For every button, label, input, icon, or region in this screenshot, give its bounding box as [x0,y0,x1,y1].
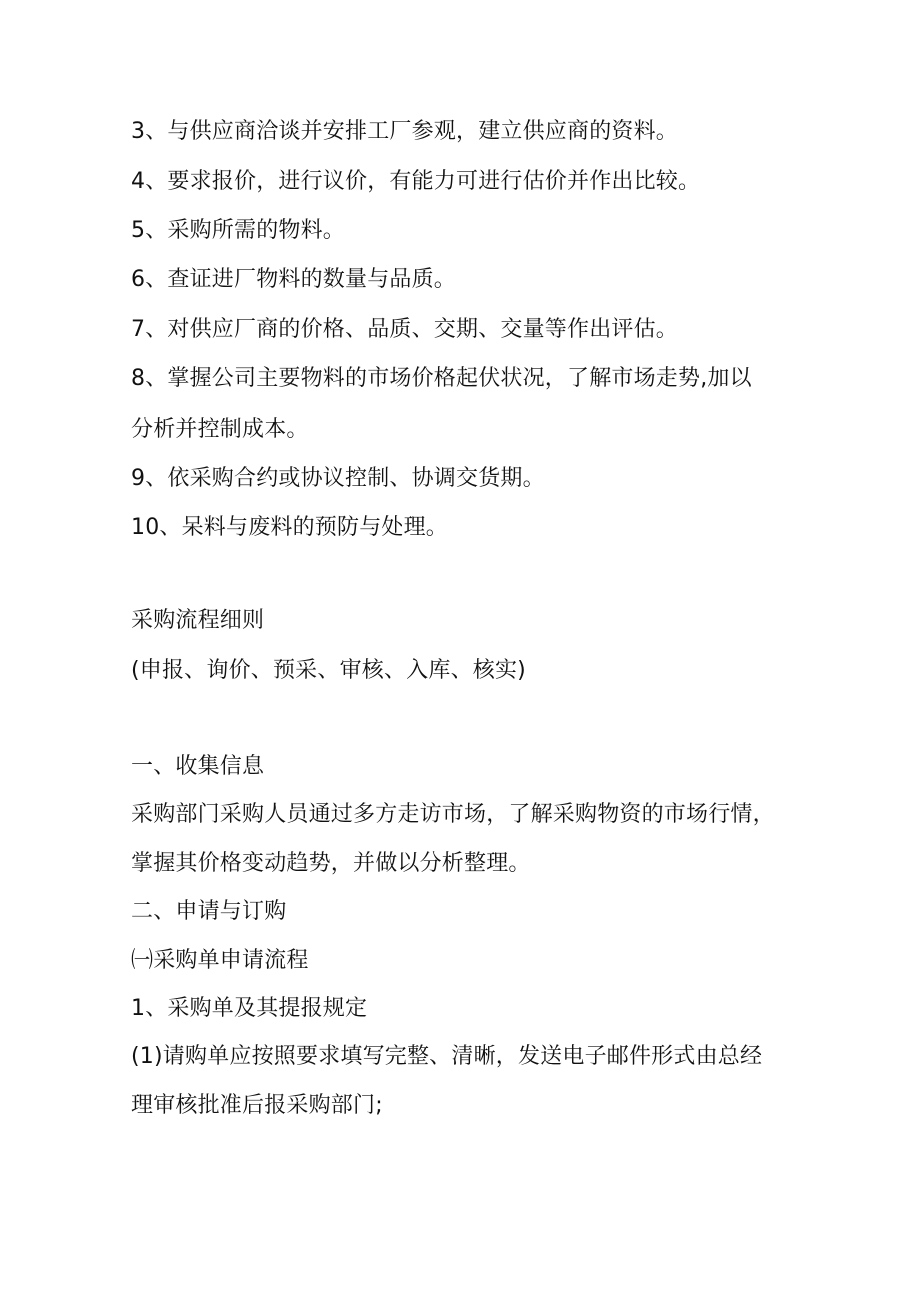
duty-item-10: 10、呆料与废料的预防与处理。 [131,515,448,540]
duty-item-5: 5、采购所需的物料。 [131,218,345,243]
item-body-line: (1)请购单应按照要求填写完整、清晰，发送电子邮件形式由总经 [131,1044,763,1069]
item-heading: 1、采购单及其提报规定 [131,996,368,1021]
duty-item-3: 3、与供应商洽谈并安排工厂参观，建立供应商的资料。 [131,119,678,144]
duty-item-7: 7、对供应厂商的价格、品质、交期、交量等作出评估。 [131,317,678,342]
section-body-line: 采购部门采购人员通过多方走访市场，了解采购物资的市场行情， [131,802,775,827]
section-heading-collect-info: 一、收集信息 [131,754,265,779]
process-subtitle: (申报、询价、预采、审核、入库、核实) [131,658,526,683]
duty-item-6: 6、查证进厂物料的数量与品质。 [131,267,456,292]
subsection-heading: ㈠采购单申请流程 [131,948,309,973]
section-heading-apply-order: 二、申请与订购 [131,899,287,924]
section-body-line: 掌握其价格变动趋势，并做以分析整理。 [131,851,531,876]
process-title: 采购流程细则 [131,608,265,633]
duty-item-9: 9、依采购合约或协议控制、协调交货期。 [131,466,545,491]
item-body-line: 理审核批准后报采购部门; [131,1093,383,1118]
duty-item-4: 4、要求报价，进行议价，有能力可进行估价并作出比较。 [131,169,701,194]
duty-item-8-continued: 分析并控制成本。 [131,417,309,442]
duty-item-8: 8、掌握公司主要物料的市场价格起伏状况，了解市场走势,加以 [131,366,752,391]
